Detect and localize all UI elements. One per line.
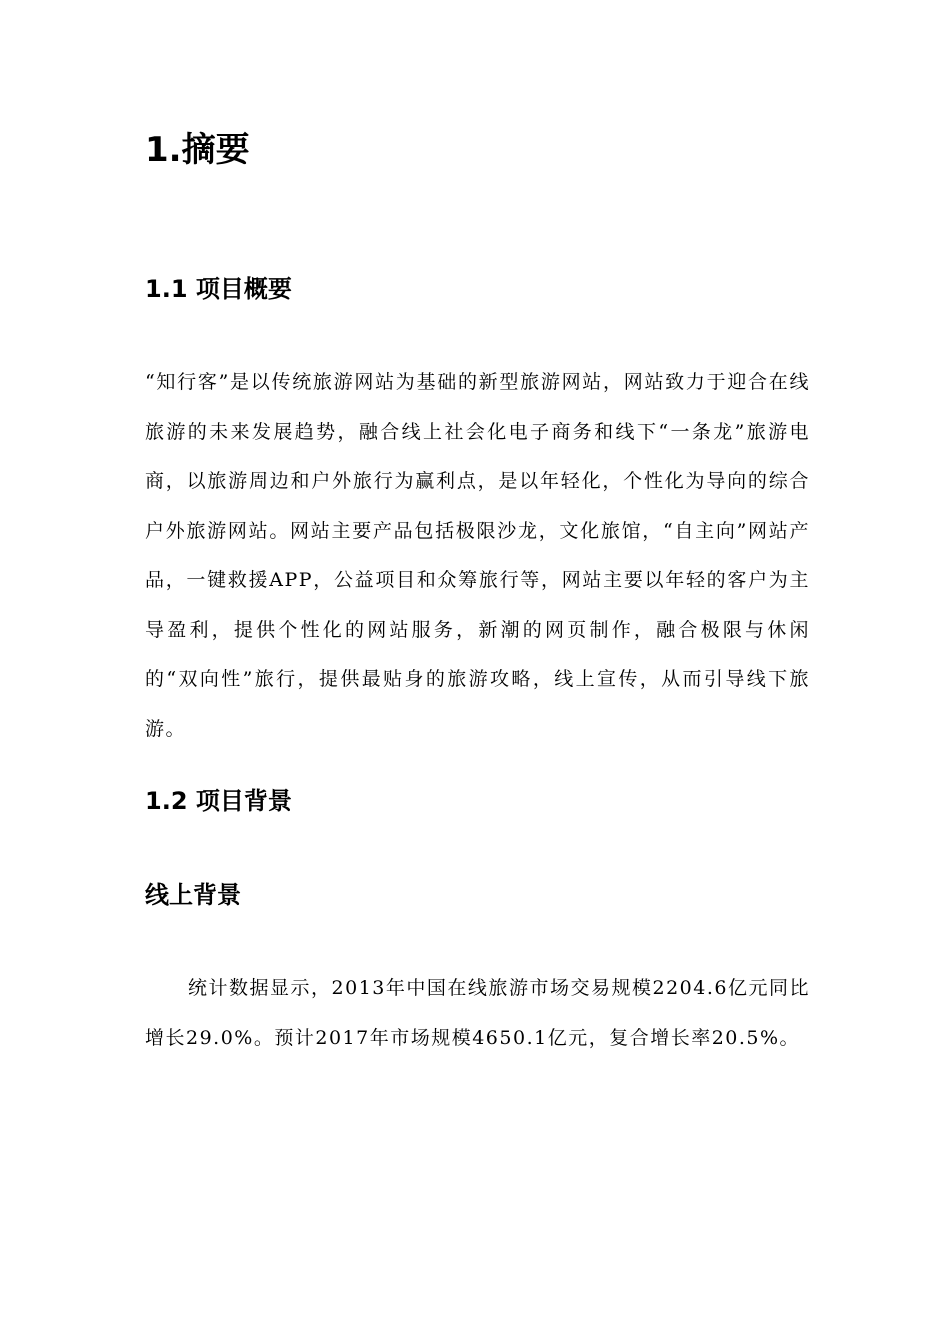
main-heading: 1.摘要 bbox=[145, 130, 250, 170]
background-text: 统计数据显示，2013年中国在线旅游市场交易规模2204.6亿元同比增长29.0%。预计2017年市场规模4650.1亿元，复合增长率20.5%。 bbox=[145, 977, 810, 1049]
section-heading-overview: 1.1 项目概要 bbox=[145, 275, 292, 303]
background-paragraph bbox=[145, 964, 810, 1063]
overview-paragraph bbox=[145, 358, 810, 754]
section-heading-background: 1.2 项目背景 bbox=[145, 787, 292, 815]
overview-text: “知行客”是以传统旅游网站为基础的新型旅游网站，网站致力于迎合在线旅游的未来发展趋势，融合线上社会化电子商务和线下“一条龙”旅游电商，以旅游周边和户外旅行为赢利点，是以年轻化，个性化为导向的综合户外旅游网站。网站主要产品包括极限沙龙，文化旅馆，“自主向”网站产品，一键救援APP，公益项目和众筹旅行等，网站主要以年轻的客户为主导盈利，提供个性化的网站服务，新潮的网页制作，融合极限与休闲的“双向性”旅行，提供最贴身的旅游攻略，线上宣传，从而引导线下旅游。 bbox=[145, 371, 810, 740]
subheading-online-background: 线上背景 bbox=[145, 881, 241, 909]
